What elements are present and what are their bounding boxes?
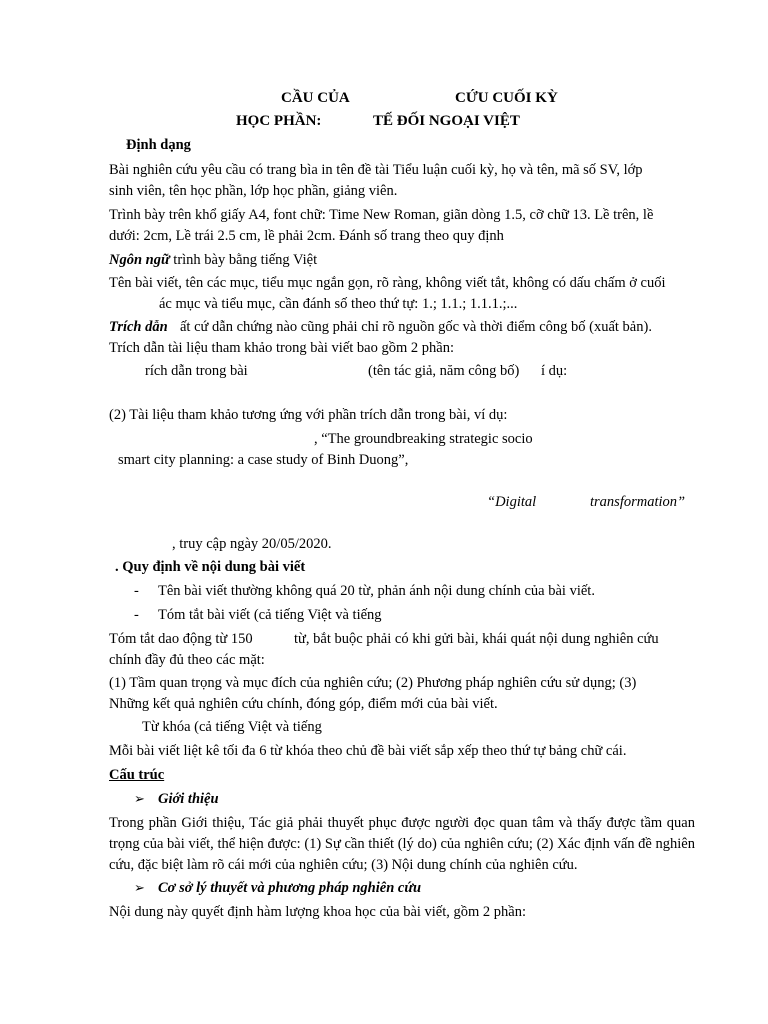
arrow-bullet-icon: ➢	[134, 791, 145, 806]
citation-text: ất cứ dẫn chứng nào cũng phải chỉ rõ nguồn gốc và thời điểm công bố (xuất bản).	[180, 319, 652, 335]
language-label: Ngôn ngữ	[109, 252, 170, 268]
summary-left: Tóm tắt dao động từ 150	[109, 631, 253, 647]
format-para3-line1: Tên bài viết, tên các mục, tiểu mục ngắn gọn, rõ ràng, không viết tắt, không có dấu chấm ở cuối	[109, 275, 666, 291]
reference-line3-left: “Digital	[487, 494, 537, 510]
dash-bullet: -	[134, 583, 139, 599]
format-para3-line2: ác mục và tiểu mục, cần đánh số theo thứ tự: 1.; 1.1.; 1.1.1.;...	[159, 296, 518, 312]
header-line2-right: TẾ ĐỐI NGOẠI VIỆT	[373, 113, 520, 129]
dash-bullet: -	[134, 607, 139, 623]
reference-line4: , truy cập ngày 20/05/2020.	[172, 536, 332, 552]
format-para1-line2: sinh viên, tên học phần, lớp học phần, giảng viên.	[109, 183, 398, 199]
aspects-line1: (1) Tầm quan trọng và mục đích của nghiên cứu; (2) Phương pháp nghiên cứu sử dụng; (3)	[109, 675, 637, 691]
cite-item1-mid: (tên tác giả, năm công bố)	[368, 363, 520, 379]
format-para1-line1: Bài nghiên cứu yêu cầu có trang bìa in tên đề tài Tiểu luận cuối kỳ, họ và tên, mã số SV, lớp	[109, 162, 643, 178]
format-heading: Định dạng	[126, 137, 191, 153]
aspects-line2: Những kết quả nghiên cứu chính, đóng góp, điểm mới của bài viết.	[109, 696, 498, 712]
header-line2-left: HỌC PHẦN:	[236, 113, 322, 129]
intro-text: Trong phần Giới thiệu, Tác giả phải thuyết phục được người đọc quan tâm và thấy được tầm quan trọng của bài viết, thể hiện được: (1) Sự cần thiết (lý do) của nghiên cứu; (2) Xác định vấn đề nghiên cứu, đặc biệt làm rõ cái mới của nghiên cứu; (3) Nội dung chính của nghiên cứu.	[109, 815, 695, 873]
cite-item2: (2) Tài liệu tham khảo tương ứng với phần trích dẫn trong bài, ví dụ:	[109, 407, 508, 423]
reference-line3-right: transformation”	[590, 494, 686, 510]
cite-item1-left: rích dẫn trong bài	[145, 363, 248, 379]
language-line	[109, 251, 317, 269]
summary-line2: chính đầy đủ theo các mặt:	[109, 652, 265, 668]
structure-heading: Cấu trúc	[109, 767, 165, 783]
content-dash1: Tên bài viết thường không quá 20 từ, phản ánh nội dung chính của bài viết.	[158, 583, 595, 599]
header-line1-left: CẦU CỦA	[281, 90, 350, 106]
cite-item1-right: í dụ:	[541, 363, 568, 379]
header-line1-right: CỨU CUỐI KỲ	[455, 90, 558, 106]
content-heading: . Quy định về nội dung bài viết	[115, 559, 306, 575]
arrow-bullet-icon: ➢	[134, 880, 145, 895]
language-text: trình bày bằng tiếng Việt	[169, 252, 318, 268]
summary-right: từ, bắt buộc phải có khi gửi bài, khái quát nội dung nghiên cứu	[294, 631, 659, 647]
keywords-text: Mỗi bài viết liệt kê tối đa 6 từ khóa theo chủ đề bài viết sắp xếp theo thứ tự bảng chữ cái.	[109, 743, 627, 759]
theory-heading: Cơ sở lý thuyết và phương pháp nghiên cứu	[158, 880, 422, 896]
reference-line1: , “The groundbreaking strategic socio	[314, 431, 533, 447]
theory-text: Nội dung này quyết định hàm lượng khoa học của bài viết, gồm 2 phần:	[109, 904, 527, 920]
reference-line2: smart city planning: a case study of Binh Duong”,	[118, 452, 409, 468]
content-dash2: Tóm tắt bài viết (cả tiếng Việt và tiếng	[158, 607, 382, 623]
format-para2-line1: Trình bày trên khổ giấy A4, font chữ: Time New Roman, giãn dòng 1.5, cỡ chữ 13. Lề trên, lề	[109, 207, 654, 223]
format-para2-line2: dưới: 2cm, Lề trái 2.5 cm, lề phải 2cm. Đánh số trang theo quy định	[109, 228, 504, 244]
citation-line2: Trích dẫn tài liệu tham khảo trong bài viết bao gồm 2 phần:	[109, 340, 454, 356]
keywords-label: Từ khóa (cả tiếng Việt và tiếng	[142, 719, 322, 735]
citation-label: Trích dẫn	[109, 319, 168, 335]
intro-heading: Giới thiệu	[158, 791, 219, 807]
